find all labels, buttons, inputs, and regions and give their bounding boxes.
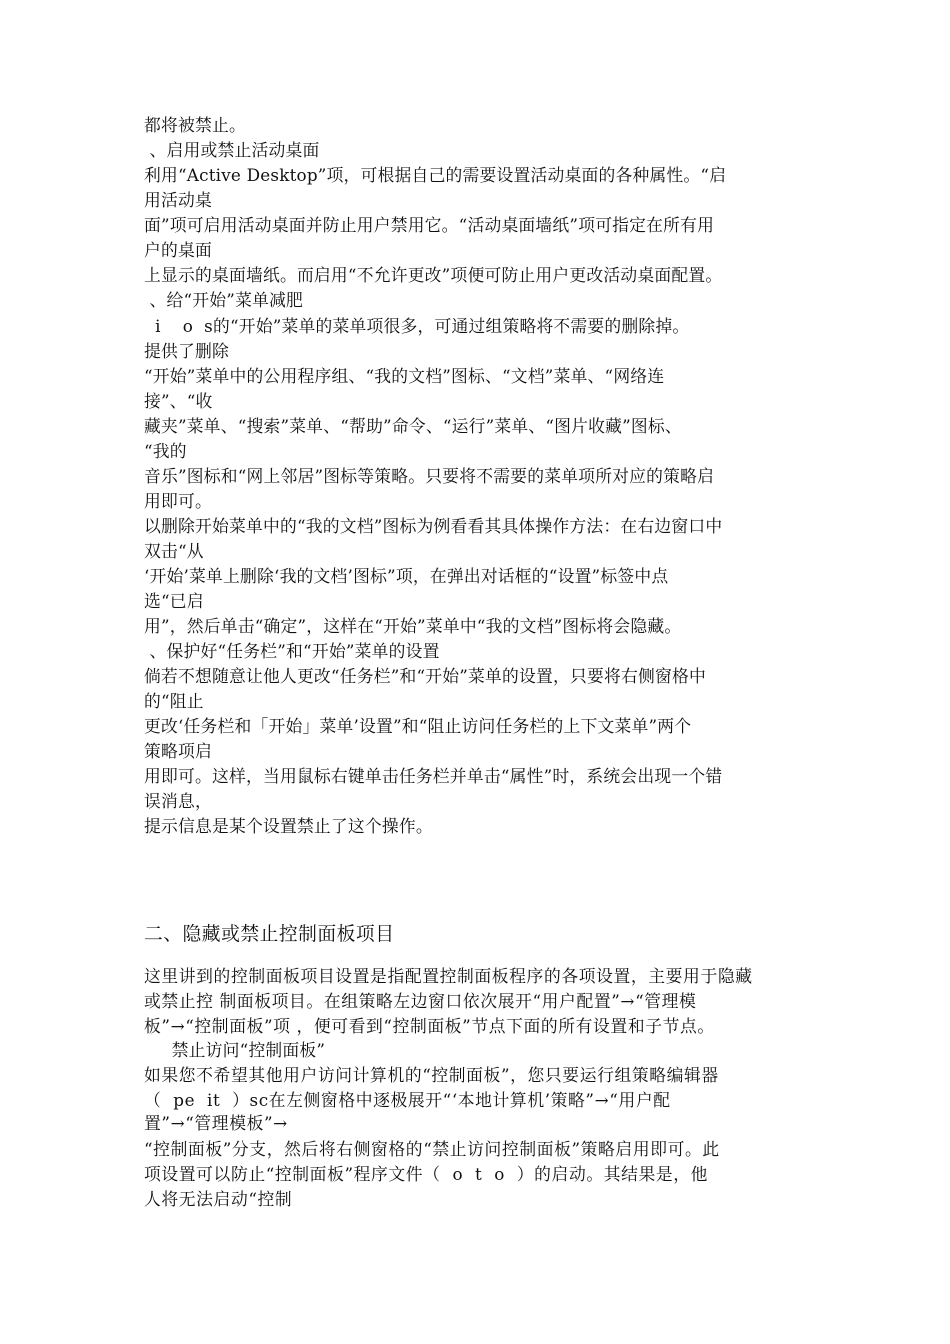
text-line: 或禁止控 制面板项目。在组策略左边窗口依次展开“用户配置”→“管理模: [144, 992, 697, 1012]
text-line: 用即可。这样，当用鼠标右键单击任务栏并单击“属性”时，系统会出现一个错: [144, 767, 723, 787]
text-line: 以删除开始菜单中的“我的文档”图标为例看看其具体操作方法：在右边窗口中: [144, 517, 723, 537]
text-line: 误消息，: [144, 792, 212, 812]
text-line: ‘开始’菜单上删除‘我的文档’图标”项，在弹出对话框的“设置”标签中点: [144, 567, 669, 587]
text-line: 更改‘任务栏和「开始」菜单’设置”和“阻止访问任务栏的上下文菜单”两个: [144, 717, 692, 737]
text-line: 户的桌面: [144, 241, 212, 261]
text-line: 项设置可以防止“控制面板”程序文件（ o t o ）的启动。其结果是，他: [144, 1165, 709, 1185]
text-line: 面”项可启用活动桌面并防止用户禁用它。“活动桌面墙纸”项可指定在所有用: [144, 216, 715, 236]
text-line: 人将无法启动“控制: [144, 1190, 293, 1210]
text-line: 选“已启: [144, 592, 204, 612]
subheading: 禁止访问“控制面板”: [144, 1041, 326, 1061]
subheading: 、启用或禁止活动桌面: [144, 141, 320, 161]
text-line: 利用“Active Desktop”项，可根据自己的需要设置活动桌面的各种属性。“启: [144, 166, 727, 186]
text-line: 板”→“控制面板”项 ，便可看到“控制面板”节点下面的所有设置和子节点。: [144, 1017, 715, 1037]
text-line: 的“阻止: [144, 692, 204, 712]
text-line: 藏夹”菜单、“搜索”菜单、“帮助”命令、“运行”菜单、“图片收藏”图标、: [144, 417, 682, 437]
text-line: 用活动桌: [144, 191, 212, 211]
text-line: （ pe it ）sc在左侧窗格中逐极展开“‘本地计算机’策略”→“用户配: [144, 1091, 671, 1111]
text-line: “开始”菜单中的公用程序组、“我的文档”图标、“文档”菜单、“网络连: [144, 367, 665, 387]
text-line: 置”→“管理模板”→: [144, 1114, 288, 1134]
text-line: 提供了删除: [144, 342, 229, 362]
subheading: 、给“开始”菜单减肥: [144, 291, 304, 311]
text-line: 这里讲到的控制面板项目设置是指配置控制面板程序的各项设置，主要用于隐藏: [144, 967, 753, 987]
text-line: 上显示的桌面墙纸。而启用“不允许更改”项便可防止用户更改活动桌面配置。: [144, 266, 723, 286]
text-line: 音乐”图标和“网上邻居”图标等策略。只要将不需要的菜单项所对应的策略启: [144, 467, 715, 487]
text-line: 双击“从: [144, 542, 204, 562]
text-line: 都将被禁止。: [144, 116, 246, 136]
text-line: 倘若不想随意让他人更改“任务栏”和“开始”菜单的设置，只要将右侧窗格中: [144, 667, 706, 687]
text-line: 用”，然后单击“确定”，这样在“开始”菜单中“我的文档”图标将会隐藏。: [144, 617, 682, 637]
text-line: 用即可。: [144, 492, 212, 512]
text-line: 如果您不希望其他用户访问计算机的“控制面板”，您只要运行组策略编辑器: [144, 1066, 719, 1086]
section-heading: 二、隐藏或禁止控制面板项目: [144, 923, 395, 945]
text-line: “我的: [144, 442, 187, 462]
subheading: 、保护好“任务栏”和“开始”菜单的设置: [144, 642, 440, 662]
text-line: 策略项启: [144, 742, 212, 762]
text-line: 提示信息是某个设置禁止了这个操作。: [144, 817, 433, 837]
text-line: i o s的“开始”菜单的菜单项很多，可通过组策略将不需要的删除掉。: [144, 317, 690, 337]
text-line: 接”、“收: [144, 392, 213, 412]
text-line: “控制面板”分支，然后将右侧窗格的“禁止访问控制面板”策略启用即可。此: [144, 1140, 720, 1160]
